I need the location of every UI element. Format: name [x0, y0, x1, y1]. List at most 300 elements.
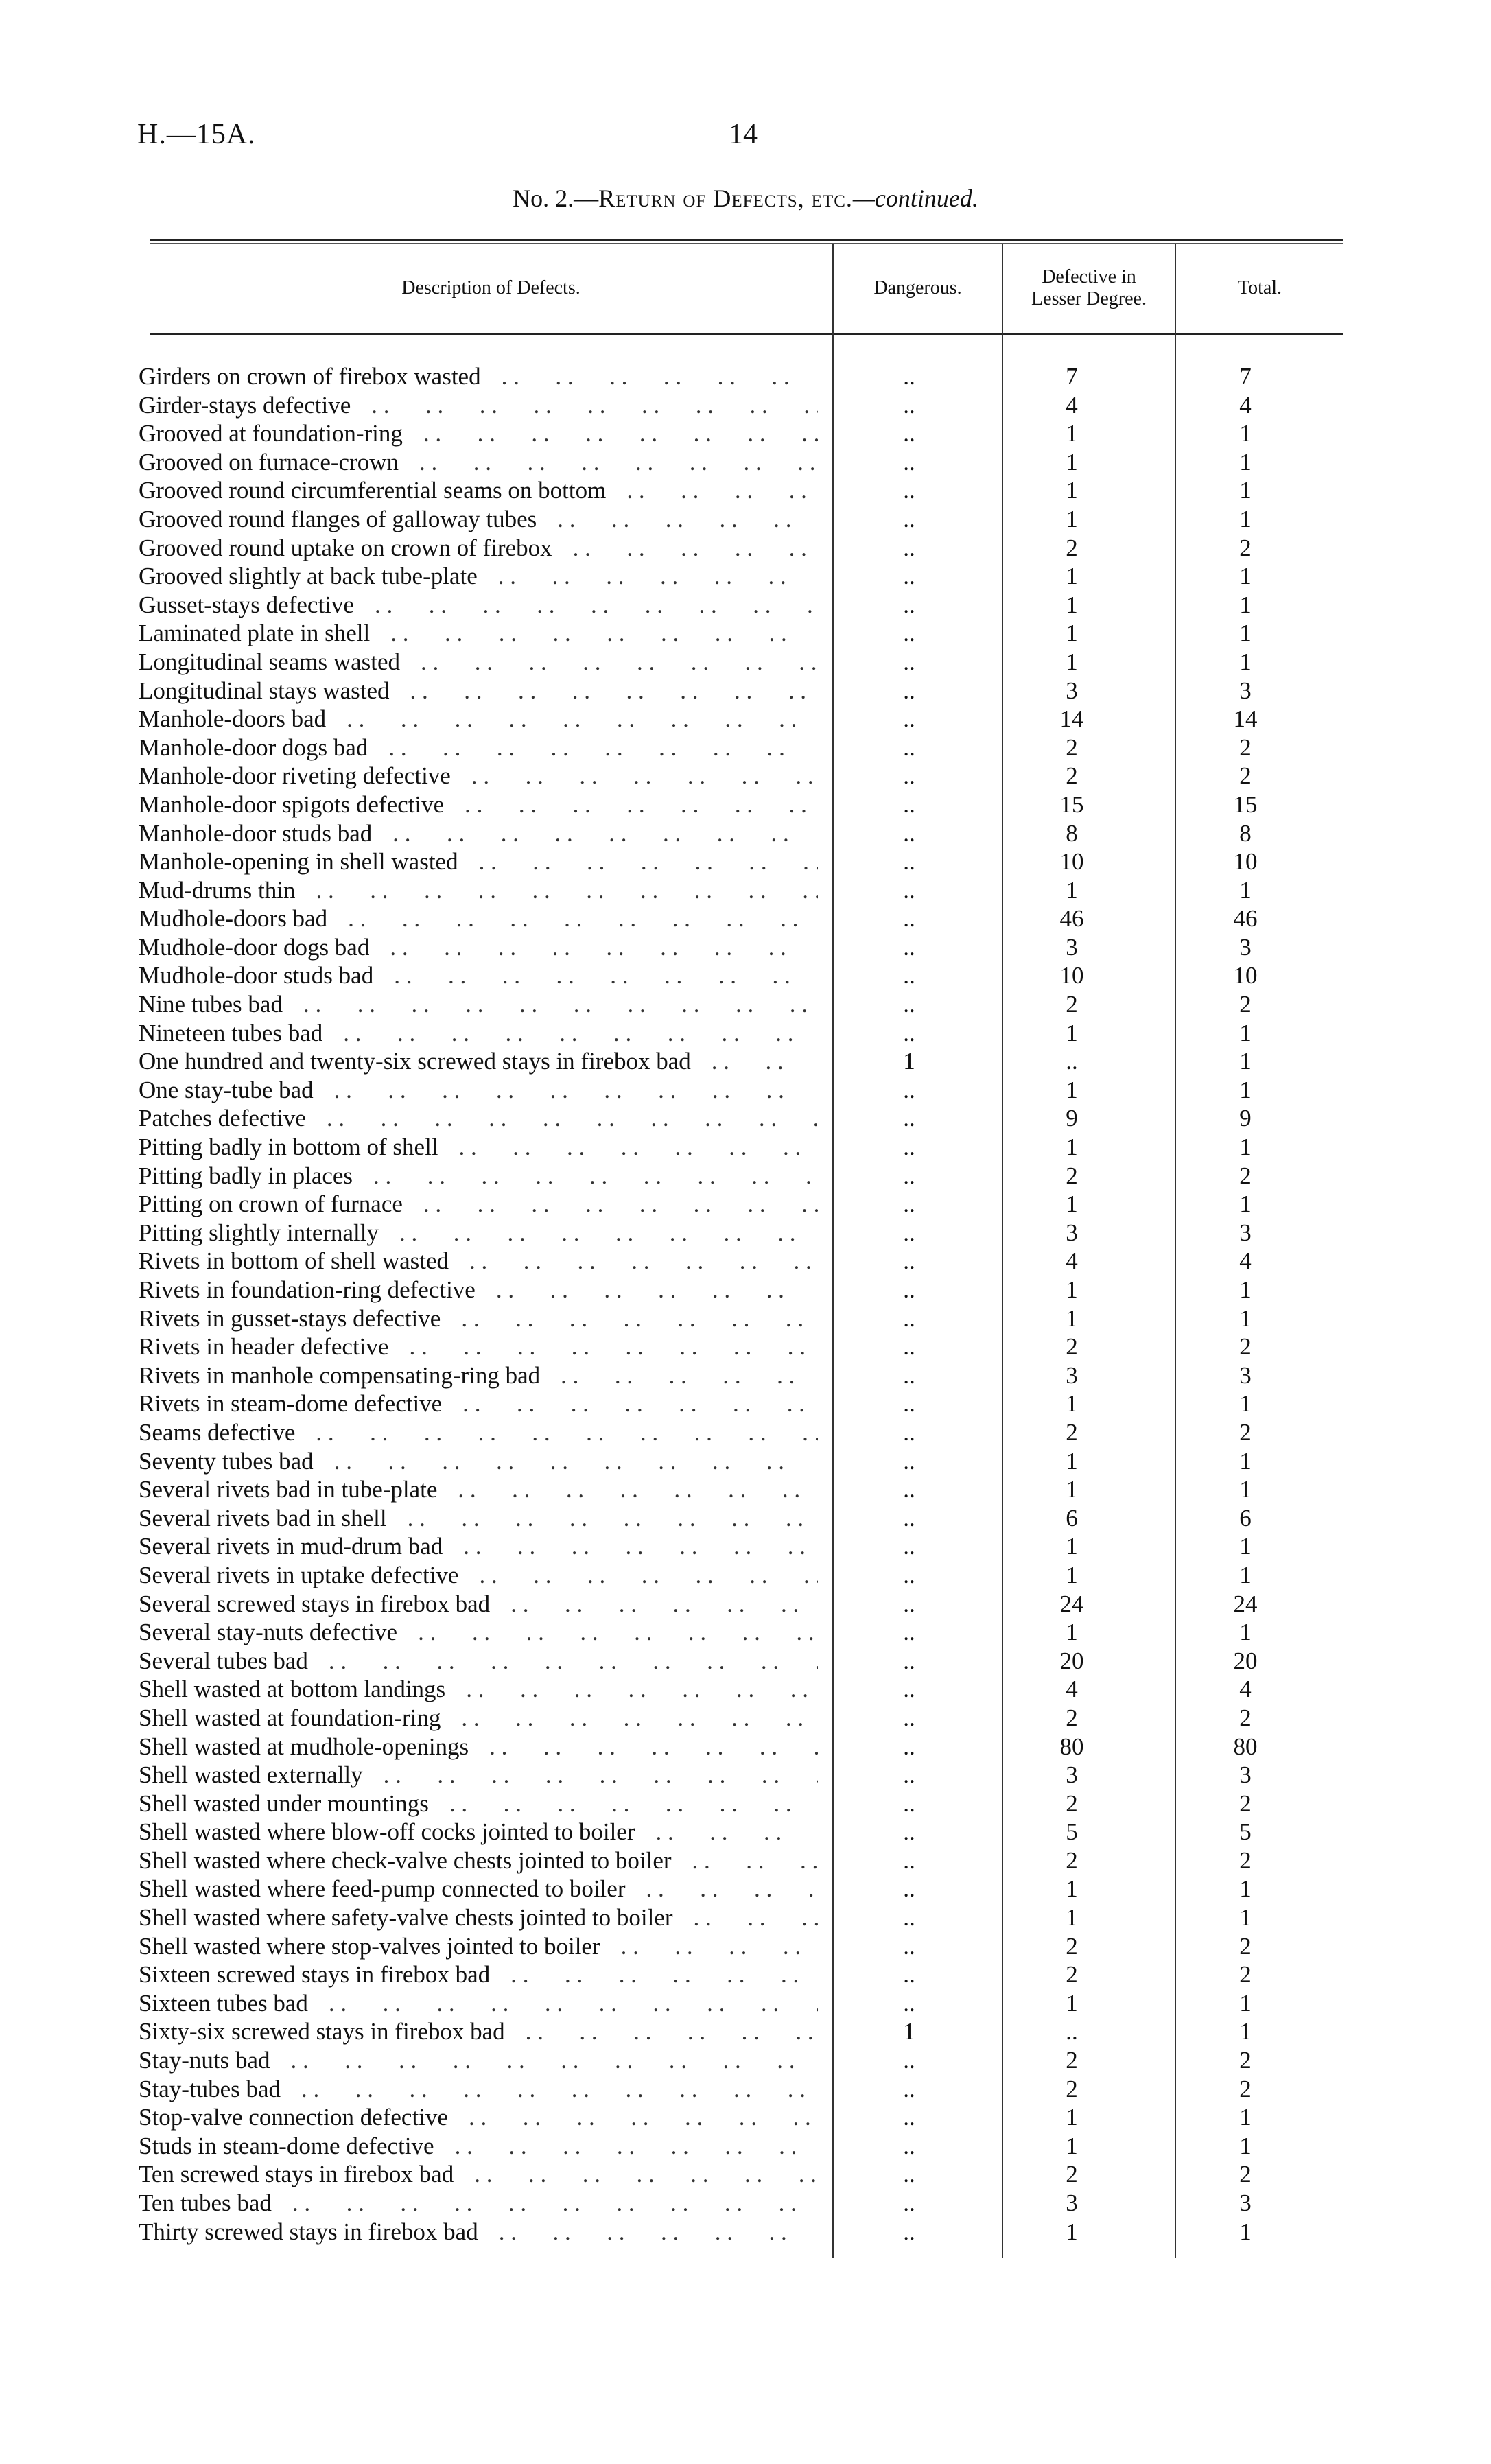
- table-row: [0, 961, 1491, 990]
- table-top-rule: [150, 239, 1343, 241]
- dangerous-count: ..: [903, 1761, 915, 1789]
- dangerous-count: ..: [903, 1333, 915, 1361]
- lesser-degree-count: 1: [1066, 1904, 1078, 1932]
- table-row: [0, 1019, 1491, 1048]
- defect-description: Shell wasted under mountings . .: [139, 1790, 818, 1818]
- lesser-degree-count: 2: [1066, 2161, 1078, 2188]
- table-row: [0, 819, 1491, 848]
- table-row: [0, 1276, 1491, 1304]
- defect-description: Grooved at foundation-ring . .: [139, 419, 818, 448]
- defect-description: Grooved round uptake on crown of firebox . .: [139, 534, 818, 563]
- lesser-degree-count: 1: [1066, 505, 1078, 532]
- total-count: 2: [1239, 734, 1252, 761]
- defect-description: Shell wasted where safety-valve chests jointed to boiler . .: [139, 1903, 818, 1932]
- lesser-degree-count: 3: [1066, 677, 1078, 704]
- dangerous-count: ..: [903, 391, 915, 419]
- total-count: 1: [1239, 1276, 1252, 1303]
- defect-description: Ten screwed stays in firebox bad . .: [139, 2160, 818, 2189]
- total-count: 4: [1239, 1676, 1252, 1703]
- table-row: [0, 762, 1491, 790]
- table-row: [0, 1304, 1491, 1333]
- dangerous-count: ..: [903, 1019, 915, 1046]
- defect-description: Pitting on crown of furnace . .: [139, 1190, 818, 1219]
- total-count: 2: [1239, 1162, 1252, 1189]
- lesser-degree-count: 5: [1066, 1818, 1078, 1846]
- total-count: 2: [1239, 534, 1252, 561]
- dangerous-count: ..: [903, 1162, 915, 1189]
- lesser-degree-count: 46: [1059, 905, 1084, 932]
- table-row: [0, 2132, 1491, 2161]
- column-header-description: Description of Defects.: [401, 277, 580, 298]
- dangerous-count: ..: [903, 933, 915, 961]
- dangerous-count: ..: [903, 1818, 915, 1846]
- lesser-degree-count: 1: [1066, 591, 1078, 618]
- total-count: 1: [1239, 1019, 1252, 1046]
- dangerous-count: ..: [903, 420, 915, 447]
- defect-description: Girder-stays defective . .: [139, 391, 818, 420]
- total-count: 2: [1239, 1961, 1252, 1988]
- defect-description: Manhole-door riveting defective . .: [139, 762, 818, 790]
- total-count: 6: [1239, 1504, 1252, 1532]
- table-row: [0, 391, 1491, 420]
- defect-description: Manhole-door spigots defective . .: [139, 790, 818, 819]
- table-row: [0, 1761, 1491, 1790]
- dangerous-count: ..: [903, 505, 915, 532]
- dangerous-count: ..: [903, 1304, 915, 1332]
- lesser-degree-count: 1: [1066, 1447, 1078, 1475]
- total-count: 1: [1239, 1533, 1252, 1560]
- lesser-degree-count: 80: [1059, 1733, 1084, 1760]
- table-row: [0, 2189, 1491, 2218]
- dangerous-count: ..: [903, 962, 915, 989]
- dangerous-count: ..: [903, 2047, 915, 2074]
- lesser-degree-count: 2: [1066, 1961, 1078, 1988]
- table-row: [0, 933, 1491, 962]
- defect-description: Studs in steam-dome defective . .: [139, 2132, 818, 2161]
- dangerous-count: ..: [903, 1105, 915, 1132]
- lesser-degree-count: 1: [1066, 876, 1078, 904]
- total-count: 1: [1239, 876, 1252, 904]
- total-count: 2: [1239, 1704, 1252, 1731]
- dangerous-count: ..: [903, 1447, 915, 1475]
- dangerous-count: ..: [903, 2161, 915, 2188]
- table-header-rule: [150, 333, 1343, 335]
- defect-description: Pitting badly in bottom of shell . .: [139, 1133, 818, 1162]
- lesser-degree-count: 2: [1066, 1932, 1078, 1960]
- caption-title: Return of Defects, etc.: [598, 185, 853, 212]
- dangerous-count: ..: [903, 591, 915, 618]
- dangerous-count: ..: [903, 790, 915, 818]
- dangerous-count: ..: [903, 1533, 915, 1560]
- lesser-degree-count: 10: [1059, 848, 1084, 876]
- lesser-degree-count: 1: [1066, 620, 1078, 647]
- defect-description: Grooved round flanges of galloway tubes . .: [139, 505, 818, 534]
- dangerous-count: ..: [903, 1961, 915, 1988]
- total-count: 1: [1239, 1619, 1252, 1646]
- total-count: 1: [1239, 477, 1252, 504]
- column-header-lesser: Defective in Lesser Degree.: [1031, 266, 1147, 309]
- defect-description: Longitudinal seams wasted . .: [139, 648, 818, 677]
- total-count: 3: [1239, 677, 1252, 704]
- lesser-degree-count: 1: [1066, 1619, 1078, 1646]
- lesser-degree-count: 2: [1066, 1704, 1078, 1731]
- dangerous-count: ..: [903, 734, 915, 761]
- total-count: 2: [1239, 991, 1252, 1018]
- defect-description: Longitudinal stays wasted . .: [139, 677, 818, 705]
- dangerous-count: ..: [903, 991, 915, 1018]
- total-count: 1: [1239, 1304, 1252, 1332]
- table-row: [0, 1561, 1491, 1590]
- lesser-degree-count: ..: [1066, 1048, 1078, 1075]
- dangerous-count: ..: [903, 848, 915, 876]
- page-number: 14: [729, 119, 758, 150]
- dangerous-count: ..: [903, 1875, 915, 1903]
- column-header-total: Total.: [1237, 277, 1282, 298]
- defect-description: Pitting slightly internally . .: [139, 1219, 818, 1247]
- lesser-degree-count: 1: [1066, 1276, 1078, 1303]
- table-row: [0, 904, 1491, 933]
- table-row: [0, 1389, 1491, 1418]
- dangerous-count: ..: [903, 1390, 915, 1418]
- document-reference: H.—15A.: [137, 119, 256, 150]
- dangerous-count: ..: [903, 905, 915, 932]
- dangerous-count: ..: [903, 2075, 915, 2102]
- dangerous-count: ..: [903, 1076, 915, 1103]
- total-count: 1: [1239, 1190, 1252, 1218]
- total-count: 3: [1239, 1761, 1252, 1789]
- defect-description: Shell wasted at bottom landings . .: [139, 1675, 818, 1704]
- defect-description: Seams defective . .: [139, 1418, 818, 1447]
- defect-description: Manhole-door dogs bad . .: [139, 734, 818, 762]
- defect-description: Nineteen tubes bad . .: [139, 1019, 818, 1048]
- lesser-degree-count: 2: [1066, 762, 1078, 790]
- lesser-degree-count: 1: [1066, 1304, 1078, 1332]
- total-count: 1: [1239, 1476, 1252, 1503]
- table-row: [0, 734, 1491, 762]
- table-row: [0, 1818, 1491, 1846]
- total-count: 7: [1239, 363, 1252, 390]
- table-row: [0, 2160, 1491, 2189]
- total-count: 1: [1239, 420, 1252, 447]
- lesser-degree-count: 2: [1066, 1846, 1078, 1874]
- dangerous-count: ..: [903, 1134, 915, 1161]
- total-count: 1: [1239, 620, 1252, 647]
- table-row: [0, 990, 1491, 1019]
- defect-description: One stay-tube bad . .: [139, 1076, 818, 1105]
- table-row: [0, 591, 1491, 620]
- total-count: 2: [1239, 1790, 1252, 1817]
- table-row: [0, 1846, 1491, 1875]
- lesser-degree-count: 4: [1066, 391, 1078, 419]
- dangerous-count: ..: [903, 1846, 915, 1874]
- table-row: [0, 1190, 1491, 1219]
- lesser-degree-count: 1: [1066, 1989, 1078, 2017]
- total-count: 3: [1239, 2190, 1252, 2216]
- lesser-degree-count: 1: [1066, 477, 1078, 504]
- dangerous-count: ..: [903, 534, 915, 561]
- total-count: 1: [1239, 591, 1252, 618]
- total-count: 1: [1239, 1390, 1252, 1418]
- lesser-degree-count: ..: [1066, 2018, 1078, 2045]
- table-row: [0, 419, 1491, 448]
- table-row: [0, 1903, 1491, 1932]
- defect-description: Shell wasted where feed-pump connected to boiler . .: [139, 1875, 818, 1903]
- table-row: [0, 534, 1491, 563]
- total-count: 3: [1239, 1361, 1252, 1389]
- lesser-degree-count: 3: [1066, 1219, 1078, 1246]
- dangerous-count: ..: [903, 1361, 915, 1389]
- total-count: 2: [1239, 2075, 1252, 2102]
- dangerous-count: ..: [903, 1619, 915, 1646]
- table-row: [0, 1047, 1491, 1076]
- table-row: [0, 1675, 1491, 1704]
- dangerous-count: ..: [903, 2132, 915, 2159]
- lesser-degree-count: 6: [1066, 1504, 1078, 1532]
- total-count: 5: [1239, 1818, 1252, 1846]
- lesser-degree-count: 8: [1066, 819, 1078, 847]
- total-count: 2: [1239, 2047, 1252, 2074]
- defect-description: Shell wasted where check-valve chests jointed to boiler . .: [139, 1846, 818, 1875]
- defect-description: Gusset-stays defective . .: [139, 591, 818, 620]
- table-row: [0, 1704, 1491, 1733]
- lesser-degree-count: 4: [1066, 1676, 1078, 1703]
- table-row: [0, 1361, 1491, 1390]
- dangerous-count: ..: [903, 1276, 915, 1303]
- lesser-degree-count: 2: [1066, 2047, 1078, 2074]
- lesser-degree-count: 1: [1066, 448, 1078, 476]
- dangerous-count: ..: [903, 1247, 915, 1275]
- defect-description: Rivets in steam-dome defective . .: [139, 1389, 818, 1418]
- dangerous-count: ..: [903, 1790, 915, 1817]
- dangerous-count: ..: [903, 2190, 915, 2216]
- defect-description: Mudhole-door studs bad . .: [139, 961, 818, 990]
- table-row: [0, 790, 1491, 819]
- lesser-degree-count: 1: [1066, 1561, 1078, 1588]
- lesser-degree-count: 20: [1059, 1647, 1084, 1674]
- total-count: 1: [1239, 2018, 1252, 2045]
- dangerous-count: ..: [903, 1476, 915, 1503]
- table-row: [0, 562, 1491, 591]
- dangerous-count: ..: [903, 762, 915, 790]
- dangerous-count: ..: [903, 477, 915, 504]
- total-count: 10: [1233, 848, 1258, 876]
- total-count: 9: [1239, 1105, 1252, 1132]
- lesser-degree-count: 1: [1066, 1134, 1078, 1161]
- lesser-degree-count: 7: [1066, 363, 1078, 390]
- lesser-degree-count: 9: [1066, 1105, 1078, 1132]
- defect-description: Shell wasted where stop-valves jointed to boiler . .: [139, 1932, 818, 1961]
- lesser-degree-count: 1: [1066, 1476, 1078, 1503]
- table-row: [0, 677, 1491, 705]
- dangerous-count: ..: [903, 705, 915, 733]
- dangerous-count: ..: [903, 648, 915, 675]
- lesser-degree-count: 1: [1066, 1190, 1078, 1218]
- defect-description: Manhole-opening in shell wasted . .: [139, 847, 818, 876]
- defect-description: Girders on crown of firebox wasted . .: [139, 362, 818, 391]
- total-count: 3: [1239, 933, 1252, 961]
- defect-description: Laminated plate in shell . .: [139, 619, 818, 648]
- defect-description: Mudhole-door dogs bad . .: [139, 933, 818, 962]
- lesser-degree-count: 3: [1066, 933, 1078, 961]
- table-row: [0, 1960, 1491, 1989]
- table-row: [0, 2103, 1491, 2132]
- defect-description: Thirty screwed stays in firebox bad . .: [139, 2218, 818, 2246]
- table-row: [0, 1219, 1491, 1247]
- defect-description: Rivets in bottom of shell wasted . .: [139, 1247, 818, 1276]
- table-row: [0, 505, 1491, 534]
- dangerous-count: ..: [903, 1676, 915, 1703]
- defect-description: Several screwed stays in firebox bad . .: [139, 1590, 818, 1619]
- lesser-degree-count: 2: [1066, 1790, 1078, 1817]
- lesser-degree-count: 1: [1066, 648, 1078, 675]
- total-count: 14: [1233, 705, 1258, 733]
- total-count: 1: [1239, 648, 1252, 675]
- table-row: [0, 2218, 1491, 2246]
- dangerous-count: ..: [903, 1733, 915, 1760]
- table-row: [0, 1247, 1491, 1276]
- total-count: 1: [1239, 1875, 1252, 1903]
- lesser-degree-count: 1: [1066, 1390, 1078, 1418]
- lesser-degree-count: 24: [1059, 1590, 1084, 1617]
- defect-description: Grooved slightly at back tube-plate . .: [139, 562, 818, 591]
- total-count: 10: [1233, 962, 1258, 989]
- total-count: 1: [1239, 1989, 1252, 2017]
- total-count: 1: [1239, 1076, 1252, 1103]
- total-count: 2: [1239, 762, 1252, 790]
- lesser-degree-count: 1: [1066, 563, 1078, 590]
- total-count: 2: [1239, 1932, 1252, 1960]
- defect-description: Several stay-nuts defective . .: [139, 1618, 818, 1647]
- table-row: [0, 1733, 1491, 1761]
- lesser-degree-count: 1: [1066, 1533, 1078, 1560]
- defect-description: Stop-valve connection defective . .: [139, 2103, 818, 2132]
- defect-description: Rivets in gusset-stays defective . .: [139, 1304, 818, 1333]
- total-count: 2: [1239, 2161, 1252, 2188]
- dangerous-count: ..: [903, 1989, 915, 2017]
- total-count: 2: [1239, 1418, 1252, 1446]
- table-row: [0, 619, 1491, 648]
- dangerous-count: 1: [903, 2018, 915, 2045]
- table-row: [0, 648, 1491, 677]
- dangerous-count: ..: [903, 1418, 915, 1446]
- table-row: [0, 1989, 1491, 2018]
- table-row: [0, 1647, 1491, 1676]
- total-count: 46: [1233, 905, 1258, 932]
- column-header-dangerous: Dangerous.: [873, 277, 962, 298]
- lesser-degree-count: 1: [1066, 1019, 1078, 1046]
- defect-description: Grooved on furnace-crown . .: [139, 448, 818, 477]
- caption-prefix: No. 2.—: [513, 185, 599, 212]
- defect-description: Several rivets in mud-drum bad . .: [139, 1532, 818, 1561]
- dangerous-count: ..: [903, 1647, 915, 1674]
- defect-description: Sixteen tubes bad . .: [139, 1989, 818, 2018]
- defect-description: Sixteen screwed stays in firebox bad . .: [139, 1960, 818, 1989]
- table-row: [0, 1875, 1491, 1903]
- total-count: 80: [1233, 1733, 1258, 1760]
- dangerous-count: ..: [903, 448, 915, 476]
- lesser-degree-count: 1: [1066, 1076, 1078, 1103]
- table-top-rule-thin: [150, 243, 1343, 244]
- caption-suffix: —continued.: [852, 185, 978, 212]
- defect-description: Nine tubes bad . .: [139, 990, 818, 1019]
- dangerous-count: ..: [903, 1904, 915, 1932]
- lesser-degree-count: 4: [1066, 1247, 1078, 1275]
- lesser-degree-count: 2: [1066, 1162, 1078, 1189]
- dangerous-count: ..: [903, 1704, 915, 1731]
- dangerous-count: ..: [903, 1561, 915, 1588]
- total-count: 20: [1233, 1647, 1258, 1674]
- table-row: [0, 1790, 1491, 1818]
- total-count: 1: [1239, 563, 1252, 590]
- table-row: [0, 876, 1491, 905]
- lesser-degree-count: 15: [1059, 790, 1084, 818]
- defect-description: Several rivets in uptake defective . .: [139, 1561, 818, 1590]
- lesser-degree-count: 10: [1059, 962, 1084, 989]
- dangerous-count: ..: [903, 563, 915, 590]
- defect-description: Patches defective . .: [139, 1104, 818, 1133]
- table-row: [0, 1418, 1491, 1447]
- lesser-degree-count: 2: [1066, 2075, 1078, 2102]
- defects-table-body: [0, 362, 1491, 2246]
- table-row: [0, 1104, 1491, 1133]
- table-row: [0, 1447, 1491, 1476]
- total-count: 1: [1239, 2218, 1252, 2245]
- defect-description: Shell wasted externally . .: [139, 1761, 818, 1790]
- lesser-degree-count: 14: [1059, 705, 1084, 733]
- dangerous-count: ..: [903, 1219, 915, 1246]
- table-row: [0, 1504, 1491, 1533]
- defect-description: Shell wasted at mudhole-openings . .: [139, 1733, 818, 1761]
- table-row: [0, 1932, 1491, 1961]
- dangerous-count: ..: [903, 876, 915, 904]
- dangerous-count: ..: [903, 1504, 915, 1532]
- defect-description: Sixty-six screwed stays in firebox bad . .: [139, 2017, 818, 2046]
- total-count: 8: [1239, 819, 1252, 847]
- lesser-degree-count: 3: [1066, 1761, 1078, 1789]
- total-count: 1: [1239, 1561, 1252, 1588]
- lesser-degree-count: 2: [1066, 1333, 1078, 1361]
- defect-description: Grooved round circumferential seams on bottom . .: [139, 476, 818, 505]
- lesser-degree-count: 2: [1066, 991, 1078, 1018]
- lesser-degree-count: 3: [1066, 2190, 1078, 2216]
- dangerous-count: ..: [903, 2218, 915, 2245]
- table-row: [0, 2017, 1491, 2046]
- defect-description: Shell wasted where blow-off cocks jointed to boiler . .: [139, 1818, 818, 1846]
- dangerous-count: ..: [903, 2104, 915, 2131]
- dangerous-count: ..: [903, 1190, 915, 1218]
- defect-description: Manhole-door studs bad . .: [139, 819, 818, 848]
- defect-description: Several rivets bad in tube-plate . .: [139, 1475, 818, 1504]
- lesser-degree-count: 1: [1066, 2104, 1078, 2131]
- lesser-degree-count: 2: [1066, 1418, 1078, 1446]
- table-row: [0, 2075, 1491, 2104]
- table-caption: [0, 184, 1491, 213]
- total-count: 1: [1239, 1447, 1252, 1475]
- defect-description: Rivets in header defective . .: [139, 1333, 818, 1361]
- defect-description: Seventy tubes bad . .: [139, 1447, 818, 1476]
- table-row: [0, 1076, 1491, 1105]
- lesser-degree-count: 1: [1066, 1875, 1078, 1903]
- defect-description: Several tubes bad . .: [139, 1647, 818, 1676]
- defect-description: Mudhole-doors bad . .: [139, 904, 818, 933]
- total-count: 24: [1233, 1590, 1258, 1617]
- table-row: [0, 1532, 1491, 1561]
- dangerous-count: ..: [903, 677, 915, 704]
- defect-description: Shell wasted at foundation-ring . .: [139, 1704, 818, 1733]
- defect-description: Pitting badly in places . .: [139, 1162, 818, 1190]
- lesser-degree-count: 2: [1066, 534, 1078, 561]
- table-row: [0, 1333, 1491, 1361]
